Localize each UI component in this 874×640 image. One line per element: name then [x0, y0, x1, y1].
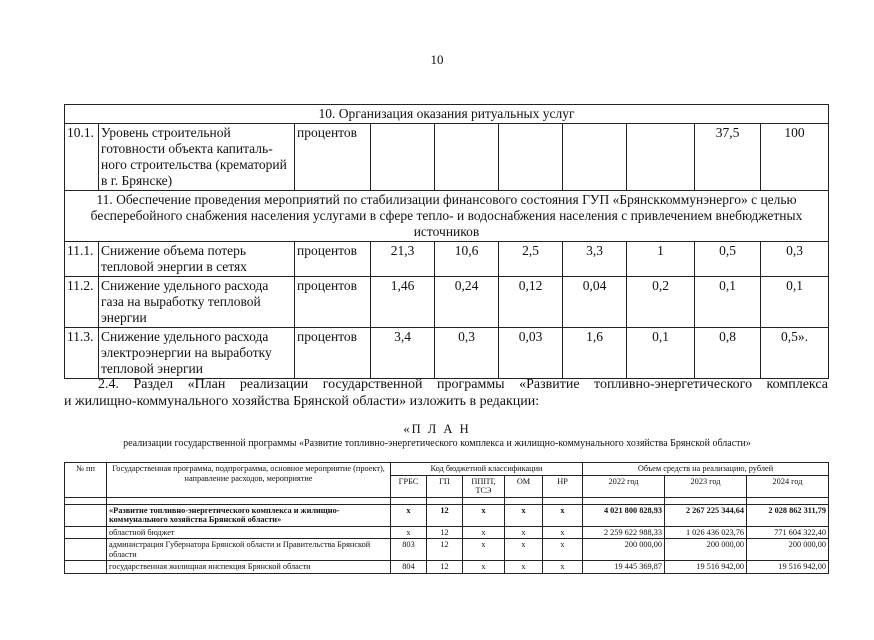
row-grbs: 804	[391, 561, 427, 574]
header-nr: НР	[543, 475, 583, 497]
value-cell: 1,46	[371, 277, 435, 328]
value-cell: 3,4	[371, 328, 435, 379]
row-2024: 200 000,00	[747, 539, 829, 561]
header-2023: 2023 год	[665, 475, 747, 497]
header-name: Государственная программа, подпрограмма, основное мероприятие (проект), направление расходов, мероприятие	[107, 463, 391, 498]
table-row	[65, 539, 829, 561]
row-number: 11.2.	[65, 277, 99, 328]
row-om: х	[505, 504, 543, 526]
header-kbk: Код бюджетной классификации	[391, 463, 583, 476]
row-om: х	[505, 561, 543, 574]
indicator-name: Снижение объема потерь тепловой энергии в сетях	[99, 242, 295, 277]
row-pppt: х	[463, 526, 505, 539]
row-number: 10.1.	[65, 124, 99, 191]
row-gp: 12	[427, 561, 463, 574]
value-cell: 1	[627, 242, 695, 277]
value-cell	[435, 124, 499, 191]
header-pppt: ПППТ, ТСЭ	[463, 475, 505, 497]
row-2024: 771 604 322,40	[747, 526, 829, 539]
row-2023: 1 026 436 023,76	[665, 526, 747, 539]
table-row	[65, 504, 829, 526]
indicators-table	[64, 104, 829, 379]
row-num-cell	[65, 539, 107, 561]
row-2023: 2 267 225 344,64	[665, 504, 747, 526]
section-10-header-row	[65, 105, 829, 124]
row-pppt: х	[463, 561, 505, 574]
header-2022: 2022 год	[583, 475, 665, 497]
row-grbs: х	[391, 526, 427, 539]
value-cell: 3,3	[563, 242, 627, 277]
value-cell: 0,03	[499, 328, 563, 379]
spacer-row	[65, 497, 829, 504]
value-cell: 0,24	[435, 277, 499, 328]
row-pppt: х	[463, 539, 505, 561]
header-num: № пп	[65, 463, 107, 498]
section-11-title: 11. Обеспечение проведения мероприятий по стабилизации финансового состояния ГУП «Брянсккоммунэнерго» с целью бесперебойного снабжения населения услугами в сфере тепло- и водоснабжения населения с привлечением внебюджетных источников	[65, 191, 829, 242]
unit-cell: процентов	[295, 328, 371, 379]
value-cell	[627, 124, 695, 191]
row-name: областной бюджет	[107, 526, 391, 539]
paragraph-line-1: 2.4. Раздел «План реализации государственной программы «Развитие топливно-энергетического комплекса	[98, 377, 828, 392]
value-cell: 37,5	[695, 124, 761, 191]
page-number: 10	[430, 52, 444, 67]
row-nr: х	[543, 561, 583, 574]
row-grbs: 803	[391, 539, 427, 561]
plan-title: «П Л А Н	[403, 422, 471, 436]
table-row	[65, 526, 829, 539]
row-2024: 19 516 942,00	[747, 561, 829, 574]
unit-cell: процентов	[295, 124, 371, 191]
value-cell: 21,3	[371, 242, 435, 277]
value-cell: 0,1	[627, 328, 695, 379]
section-11-header-row	[65, 191, 829, 242]
row-name: администрация Губернатора Брянской области и Правительства Брянской области	[107, 539, 391, 561]
table-row	[65, 561, 829, 574]
value-cell: 0,3	[761, 242, 829, 277]
value-cell: 0,8	[695, 328, 761, 379]
value-cell: 100	[761, 124, 829, 191]
row-pppt: х	[463, 504, 505, 526]
row-num-cell	[65, 561, 107, 574]
row-num-cell	[65, 526, 107, 539]
header-grbs: ГРБС	[391, 475, 427, 497]
value-cell	[563, 124, 627, 191]
value-cell: 0,1	[695, 277, 761, 328]
row-nr: х	[543, 539, 583, 561]
indicator-name: Снижение удельного расхода газа на выработку тепловой энергии	[99, 277, 295, 328]
row-2022: 200 000,00	[583, 539, 665, 561]
value-cell: 0,04	[563, 277, 627, 328]
paragraph-line-2: и жилищно-коммунального хозяйства Брянской области» изложить в редакции:	[64, 394, 540, 409]
unit-cell: процентов	[295, 242, 371, 277]
paragraph-2-4	[64, 376, 828, 410]
row-2024: 2 028 862 311,79	[747, 504, 829, 526]
header-2024: 2024 год	[747, 475, 829, 497]
table-row	[65, 328, 829, 379]
row-gp: 12	[427, 539, 463, 561]
row-nr: х	[543, 526, 583, 539]
row-nr: х	[543, 504, 583, 526]
row-num-cell	[65, 504, 107, 526]
row-2023: 200 000,00	[665, 539, 747, 561]
unit-cell: процентов	[295, 277, 371, 328]
row-number: 11.1.	[65, 242, 99, 277]
header-om: ОМ	[505, 475, 543, 497]
row-grbs: х	[391, 504, 427, 526]
value-cell: 1,6	[563, 328, 627, 379]
row-gp: 12	[427, 504, 463, 526]
row-2023: 19 516 942,00	[665, 561, 747, 574]
value-cell: 10,6	[435, 242, 499, 277]
table-row	[65, 242, 829, 277]
row-2022: 2 259 622 988,33	[583, 526, 665, 539]
row-gp: 12	[427, 526, 463, 539]
row-om: х	[505, 539, 543, 561]
row-name: государственная жилищная инспекция Брянской области	[107, 561, 391, 574]
value-cell: 0,5	[695, 242, 761, 277]
table-row	[65, 124, 829, 191]
value-cell: 0,3	[435, 328, 499, 379]
value-cell: 0,12	[499, 277, 563, 328]
value-cell	[371, 124, 435, 191]
value-cell: 2,5	[499, 242, 563, 277]
indicator-name: Уровень строительной готовности объекта капитального строительства (крематорий в г. Брянске)	[99, 124, 295, 191]
value-cell: 0,1	[761, 277, 829, 328]
row-2022: 19 445 369,87	[583, 561, 665, 574]
row-om: х	[505, 526, 543, 539]
value-cell: 0,2	[627, 277, 695, 328]
header-gp: ГП	[427, 475, 463, 497]
row-name: «Развитие топливно-энергетического комплекса и жилищно-коммунального хозяйства Брянской области»	[107, 504, 391, 526]
header-volume: Объем средств на реализацию, рублей	[583, 463, 829, 476]
row-number: 11.3.	[65, 328, 99, 379]
indicator-name: Снижение удельного расхода электроэнергии на выработку тепловой энергии	[99, 328, 295, 379]
table-row	[65, 277, 829, 328]
value-cell	[499, 124, 563, 191]
plan-subtitle: реализации государственной программы «Развитие топливно-энергетического комплекса и жилищно-коммунального хозяйства Брянской области»	[123, 438, 751, 449]
section-10-title: 10. Организация оказания ритуальных услуг	[65, 105, 829, 124]
row-2022: 4 021 800 828,93	[583, 504, 665, 526]
value-cell: 0,5».	[761, 328, 829, 379]
plan-table	[64, 462, 829, 574]
plan-header-row	[65, 463, 829, 476]
